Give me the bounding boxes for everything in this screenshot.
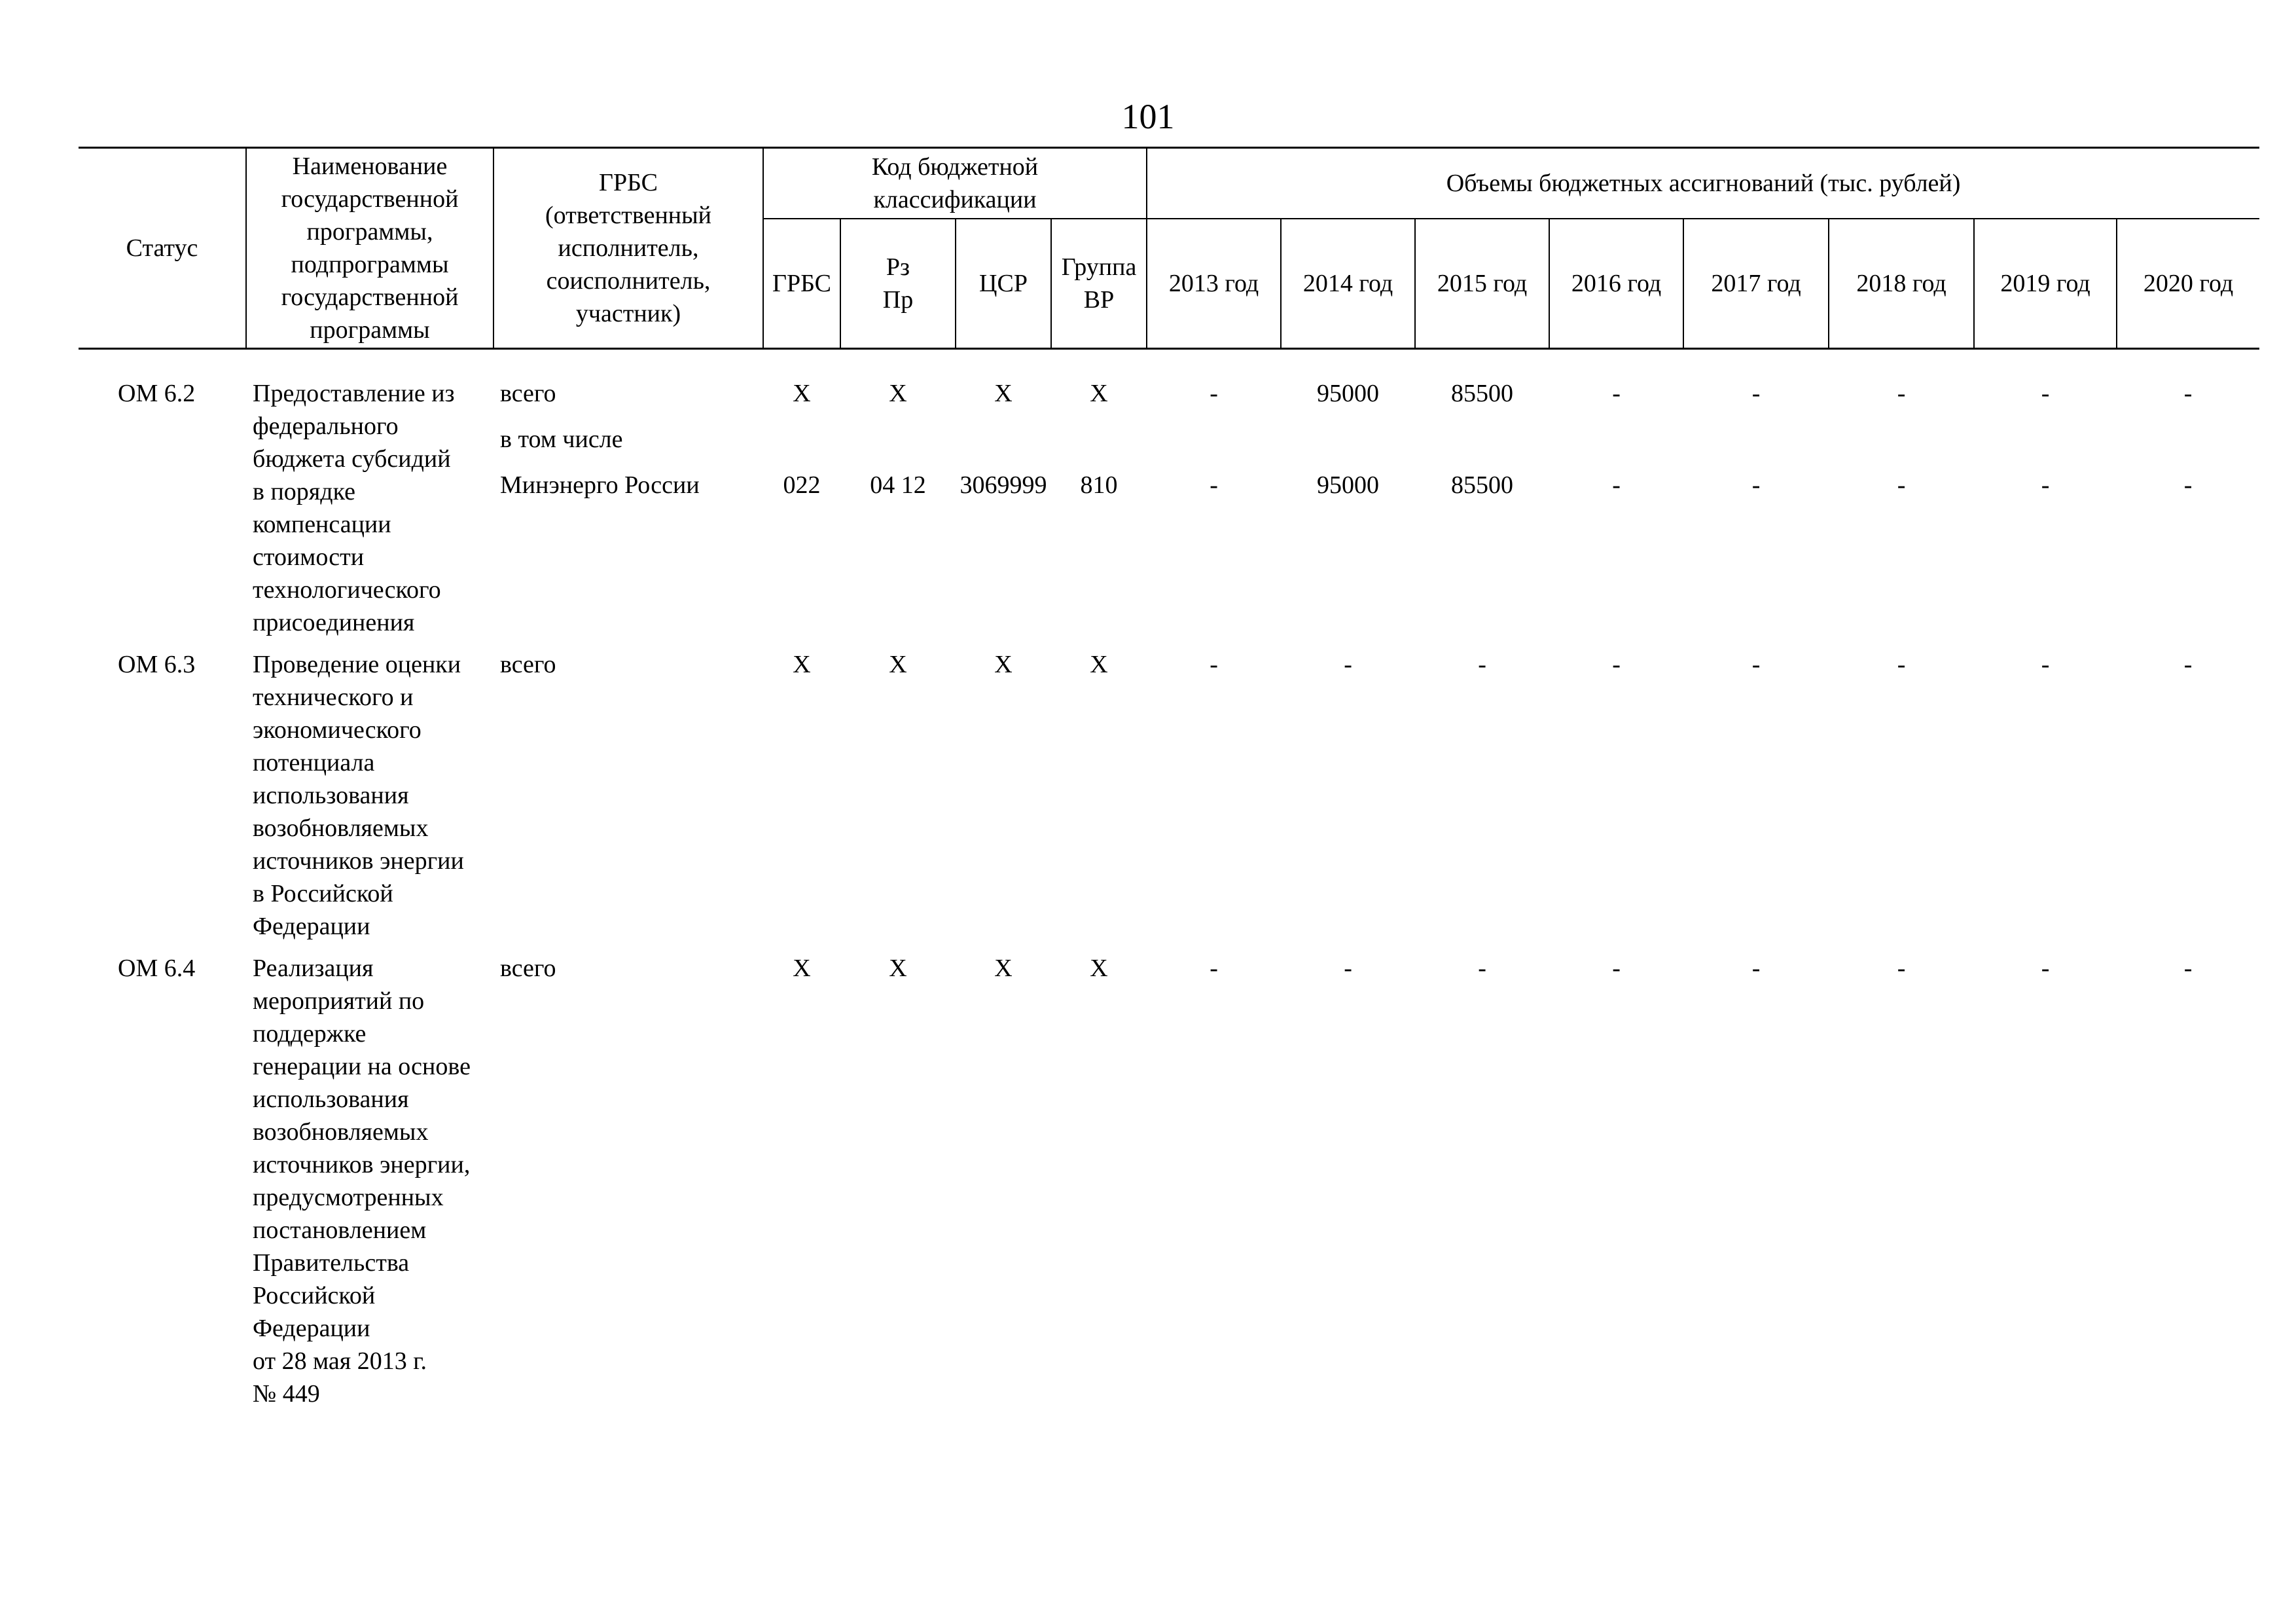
row-value: - bbox=[1210, 955, 1218, 982]
header-year: 2016 год bbox=[1549, 219, 1683, 349]
row-code-vr: Х bbox=[1090, 651, 1108, 678]
row-value: - bbox=[1751, 955, 1761, 982]
row-value: - bbox=[1897, 955, 1906, 982]
header-code-csr: ЦСР bbox=[956, 219, 1051, 349]
row-value: - bbox=[2183, 651, 2193, 678]
row-name: Реализация мероприятий по поддержке генерации на основе использования возобновляемых источников энергии, предусмотренных постановлением Правительства Российской Федерации от 28 мая 2013 г. № 449 bbox=[253, 955, 471, 1408]
budget-allocation-table bbox=[79, 147, 2259, 1410]
row-code-rzpr: Х 04 12 bbox=[870, 380, 926, 499]
page-number: 101 bbox=[1121, 97, 1175, 136]
header-grbs-responsible: ГРБС (ответственный исполнитель, соисполнитель, участник) bbox=[493, 148, 763, 349]
row-value: - bbox=[1612, 955, 1621, 982]
row-value: - bbox=[2041, 955, 2050, 982]
header-year: 2018 год bbox=[1829, 219, 1974, 349]
header-year: 2019 год bbox=[1974, 219, 2117, 349]
row-value: - - bbox=[2041, 380, 2050, 499]
row-code-vr: Х bbox=[1090, 955, 1108, 982]
header-year: 2020 год bbox=[2117, 219, 2259, 349]
header-year: 2013 год bbox=[1147, 219, 1281, 349]
table-row bbox=[79, 952, 2259, 1410]
row-code-rzpr: Х bbox=[889, 955, 907, 982]
row-status: ОМ 6.4 bbox=[118, 955, 196, 982]
header-code-vr: Группа ВР bbox=[1051, 219, 1147, 349]
row-grbs: всего в том числе Минэнерго России bbox=[500, 380, 700, 499]
header-code-rzpr: Рз Пр bbox=[840, 219, 956, 349]
row-value: 85500 85500 bbox=[1451, 380, 1514, 499]
header-code-grbs: ГРБС bbox=[763, 219, 840, 349]
row-grbs: всего bbox=[500, 651, 556, 678]
header-year: 2014 год bbox=[1281, 219, 1415, 349]
header-status: Статус bbox=[79, 148, 246, 349]
row-code-grbs: Х bbox=[793, 955, 811, 982]
row-code-rzpr: Х bbox=[889, 651, 907, 678]
header-budget-code: Код бюджетной классификации bbox=[763, 148, 1147, 219]
row-value: - - bbox=[2183, 380, 2193, 499]
row-value: 95000 95000 bbox=[1317, 380, 1380, 499]
row-value: - bbox=[1751, 651, 1761, 678]
row-value: - bbox=[1210, 651, 1218, 678]
row-value: - bbox=[1897, 651, 1906, 678]
table-row bbox=[79, 377, 2259, 639]
row-status: ОМ 6.3 bbox=[118, 651, 196, 678]
row-value: - bbox=[1344, 651, 1352, 678]
row-code-csr: Х 3069999 bbox=[960, 380, 1047, 499]
row-value: - bbox=[2183, 955, 2193, 982]
row-value: - - bbox=[1751, 380, 1761, 499]
row-code-vr: Х 810 bbox=[1080, 380, 1118, 499]
row-code-csr: Х bbox=[994, 955, 1013, 982]
table-header bbox=[79, 148, 2259, 349]
table-row bbox=[79, 648, 2259, 943]
row-name: Предоставление из федерального бюджета субсидий в порядке компенсации стоимости технологического присоединения bbox=[253, 380, 455, 636]
table-body bbox=[79, 349, 2259, 1411]
row-code-csr: Х bbox=[994, 651, 1013, 678]
header-year: 2017 год bbox=[1683, 219, 1829, 349]
header-year: 2015 год bbox=[1415, 219, 1549, 349]
row-code-grbs: Х 022 bbox=[783, 380, 821, 499]
row-status: ОМ 6.2 bbox=[118, 380, 196, 407]
row-value: - - bbox=[1897, 380, 1906, 499]
row-grbs: всего bbox=[500, 955, 556, 982]
row-name: Проведение оценки технического и экономического потенциала использования возобновляемых источников энергии в Российской Федерации bbox=[253, 651, 464, 940]
row-value: - bbox=[1478, 955, 1486, 982]
row-value: - bbox=[1612, 651, 1621, 678]
row-value: - bbox=[1344, 955, 1352, 982]
row-code-grbs: Х bbox=[793, 651, 811, 678]
row-value: - - bbox=[1612, 380, 1621, 499]
row-value: - - bbox=[1210, 380, 1218, 499]
header-name: Наименование государственной программы, подпрограммы государственной программы bbox=[246, 148, 493, 349]
header-budget-volumes: Объемы бюджетных ассигнований (тыс. рублей) bbox=[1147, 148, 2259, 219]
row-value: - bbox=[1478, 651, 1486, 678]
row-value: - bbox=[2041, 651, 2050, 678]
